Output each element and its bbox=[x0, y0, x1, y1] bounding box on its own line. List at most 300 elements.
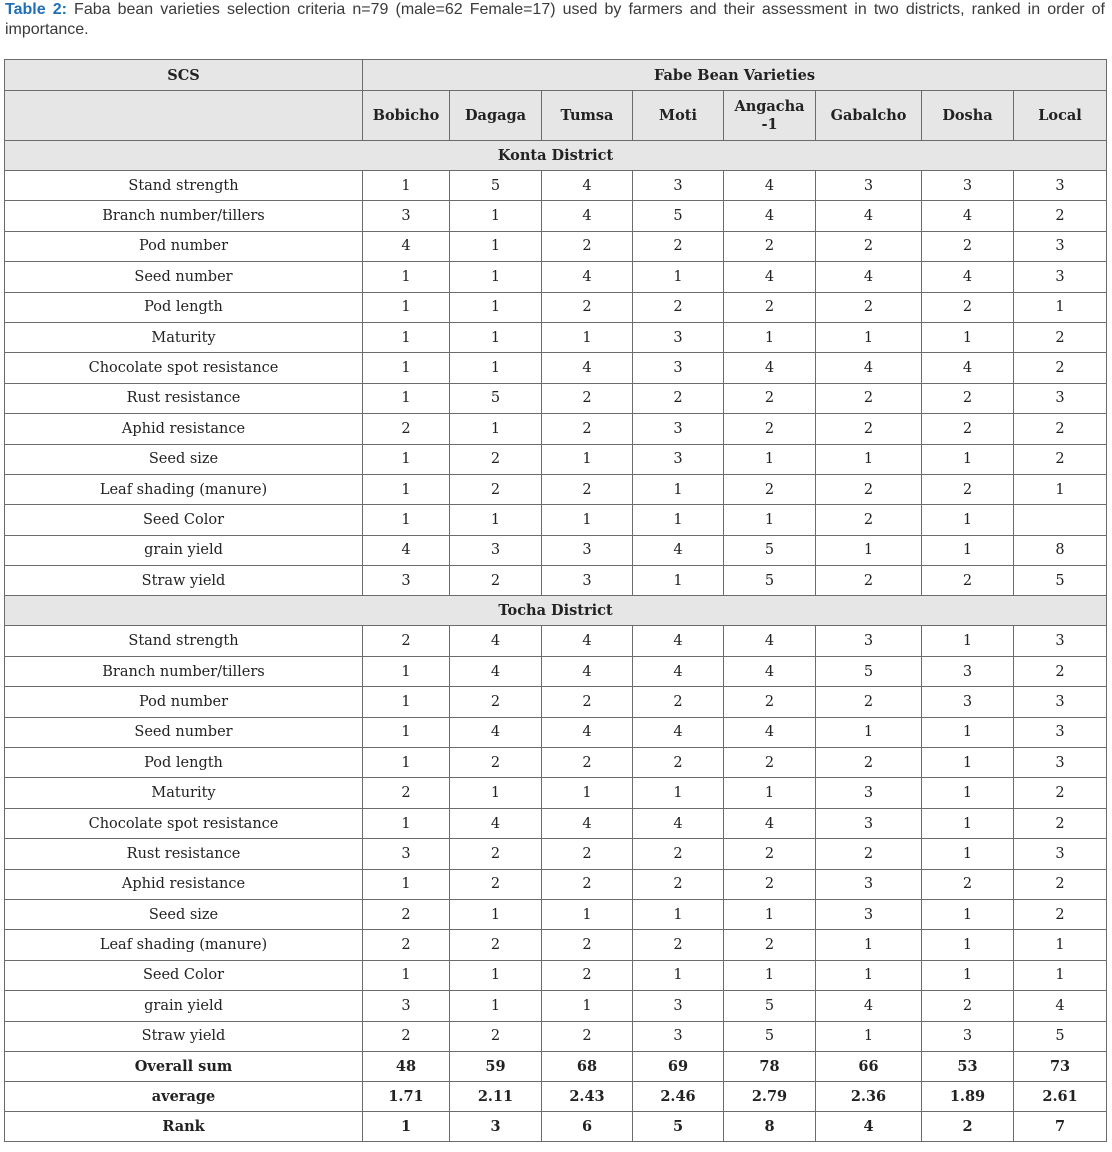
table-row bbox=[5, 292, 1107, 322]
value-cell: 2 bbox=[542, 748, 633, 778]
value-cell: 1 bbox=[1014, 960, 1107, 990]
value-cell: 2 bbox=[816, 383, 922, 413]
value-cell: 4 bbox=[1014, 991, 1107, 1021]
table-row bbox=[5, 778, 1107, 808]
scs-header-blank bbox=[5, 91, 363, 141]
value-cell: 1 bbox=[724, 960, 816, 990]
value-cell: 2 bbox=[816, 505, 922, 535]
criterion-cell: Chocolate spot resistance bbox=[5, 808, 363, 838]
value-cell: 3 bbox=[1014, 231, 1107, 261]
caption-label: Table 2: bbox=[5, 1, 67, 18]
table-row bbox=[5, 656, 1107, 686]
value-cell: 2 bbox=[724, 231, 816, 261]
variety-header: Local bbox=[1014, 91, 1107, 141]
value-cell: 2 bbox=[633, 930, 724, 960]
summary-value: 2.79 bbox=[724, 1081, 816, 1111]
value-cell: 1 bbox=[724, 899, 816, 929]
table-row bbox=[5, 869, 1107, 899]
value-cell: 3 bbox=[542, 535, 633, 565]
table-row bbox=[5, 383, 1107, 413]
criterion-cell: Leaf shading (manure) bbox=[5, 930, 363, 960]
value-cell: 4 bbox=[816, 262, 922, 292]
value-cell: 4 bbox=[816, 353, 922, 383]
value-cell: 1 bbox=[450, 231, 542, 261]
criterion-cell: Seed number bbox=[5, 262, 363, 292]
value-cell: 5 bbox=[724, 991, 816, 1021]
value-cell: 5 bbox=[816, 656, 922, 686]
summary-value: 3 bbox=[450, 1111, 542, 1141]
value-cell: 1 bbox=[633, 262, 724, 292]
value-cell: 2 bbox=[724, 414, 816, 444]
value-cell: 1 bbox=[633, 474, 724, 504]
value-cell: 4 bbox=[633, 626, 724, 656]
value-cell: 3 bbox=[633, 991, 724, 1021]
value-cell: 2 bbox=[724, 748, 816, 778]
value-cell: 3 bbox=[1014, 262, 1107, 292]
value-cell: 3 bbox=[922, 171, 1014, 201]
value-cell: 3 bbox=[1014, 171, 1107, 201]
summary-value: 1 bbox=[363, 1111, 450, 1141]
summary-value: 2 bbox=[922, 1111, 1014, 1141]
value-cell: 2 bbox=[363, 414, 450, 444]
criterion-cell: Seed Color bbox=[5, 960, 363, 990]
criterion-cell: Branch number/tillers bbox=[5, 656, 363, 686]
value-cell: 1 bbox=[450, 960, 542, 990]
criterion-cell: Maturity bbox=[5, 778, 363, 808]
value-cell: 2 bbox=[363, 1021, 450, 1051]
value-cell: 2 bbox=[816, 687, 922, 717]
variety-header: Dosha bbox=[922, 91, 1014, 141]
summary-row bbox=[5, 1081, 1107, 1111]
variety-header: Tumsa bbox=[542, 91, 633, 141]
value-cell: 2 bbox=[724, 474, 816, 504]
value-cell: 4 bbox=[542, 626, 633, 656]
scs-header: SCS bbox=[5, 60, 363, 91]
value-cell: 2 bbox=[542, 231, 633, 261]
value-cell: 3 bbox=[816, 808, 922, 838]
value-cell: 2 bbox=[542, 930, 633, 960]
value-cell: 1 bbox=[450, 322, 542, 352]
value-cell: 1 bbox=[816, 535, 922, 565]
value-cell: 2 bbox=[922, 414, 1014, 444]
value-cell: 4 bbox=[724, 808, 816, 838]
summary-value: 68 bbox=[542, 1051, 633, 1081]
summary-row bbox=[5, 1051, 1107, 1081]
value-cell: 3 bbox=[1014, 626, 1107, 656]
table-row bbox=[5, 535, 1107, 565]
value-cell: 1 bbox=[363, 505, 450, 535]
value-cell: 1 bbox=[450, 991, 542, 1021]
value-cell: 3 bbox=[542, 566, 633, 596]
table-row bbox=[5, 566, 1107, 596]
value-cell: 1 bbox=[922, 535, 1014, 565]
value-cell: 1 bbox=[922, 505, 1014, 535]
criterion-cell: Aphid resistance bbox=[5, 869, 363, 899]
value-cell: 4 bbox=[724, 201, 816, 231]
value-cell: 1 bbox=[363, 474, 450, 504]
value-cell: 1 bbox=[363, 444, 450, 474]
value-cell: 5 bbox=[633, 201, 724, 231]
value-cell: 4 bbox=[363, 231, 450, 261]
value-cell: 1 bbox=[922, 778, 1014, 808]
value-cell: 3 bbox=[1014, 839, 1107, 869]
value-cell: 2 bbox=[633, 869, 724, 899]
value-cell: 4 bbox=[542, 171, 633, 201]
value-cell: 2 bbox=[542, 960, 633, 990]
value-cell: 4 bbox=[816, 991, 922, 1021]
value-cell: 1 bbox=[450, 899, 542, 929]
varieties-group-header: Fabe Bean Varieties bbox=[363, 60, 1107, 91]
value-cell: 3 bbox=[633, 353, 724, 383]
value-cell: 2 bbox=[450, 566, 542, 596]
value-cell: 2 bbox=[450, 474, 542, 504]
variety-header: Angacha -1 bbox=[724, 91, 816, 141]
value-cell: 1 bbox=[922, 322, 1014, 352]
value-cell: 4 bbox=[633, 808, 724, 838]
value-cell: 4 bbox=[922, 201, 1014, 231]
value-cell: 4 bbox=[363, 535, 450, 565]
value-cell: 1 bbox=[816, 1021, 922, 1051]
value-cell: 3 bbox=[363, 839, 450, 869]
value-cell: 2 bbox=[450, 839, 542, 869]
table-row bbox=[5, 991, 1107, 1021]
value-cell: 2 bbox=[816, 474, 922, 504]
summary-value: 59 bbox=[450, 1051, 542, 1081]
value-cell: 2 bbox=[922, 869, 1014, 899]
value-cell: 3 bbox=[816, 869, 922, 899]
value-cell: 4 bbox=[724, 717, 816, 747]
value-cell: 4 bbox=[633, 717, 724, 747]
value-cell: 2 bbox=[1014, 201, 1107, 231]
summary-label: average bbox=[5, 1081, 363, 1111]
table-body bbox=[5, 141, 1107, 1142]
summary-value: 78 bbox=[724, 1051, 816, 1081]
value-cell: 3 bbox=[633, 1021, 724, 1051]
summary-value: 2.46 bbox=[633, 1081, 724, 1111]
value-cell: 2 bbox=[816, 748, 922, 778]
value-cell: 1 bbox=[542, 505, 633, 535]
value-cell: 4 bbox=[922, 262, 1014, 292]
value-cell: 1 bbox=[542, 991, 633, 1021]
value-cell: 3 bbox=[816, 626, 922, 656]
value-cell: 4 bbox=[542, 656, 633, 686]
summary-value: 73 bbox=[1014, 1051, 1107, 1081]
value-cell: 1 bbox=[450, 353, 542, 383]
value-cell: 2 bbox=[724, 687, 816, 717]
value-cell: 2 bbox=[633, 839, 724, 869]
value-cell: 2 bbox=[542, 383, 633, 413]
value-cell: 1 bbox=[363, 292, 450, 322]
value-cell: 3 bbox=[633, 171, 724, 201]
value-cell: 2 bbox=[922, 474, 1014, 504]
summary-value: 66 bbox=[816, 1051, 922, 1081]
summary-value: 7 bbox=[1014, 1111, 1107, 1141]
value-cell: 1 bbox=[724, 322, 816, 352]
table-row bbox=[5, 474, 1107, 504]
value-cell: 2 bbox=[1014, 444, 1107, 474]
value-cell: 3 bbox=[633, 444, 724, 474]
value-cell: 4 bbox=[450, 808, 542, 838]
value-cell: 1 bbox=[363, 353, 450, 383]
table-row bbox=[5, 717, 1107, 747]
value-cell: 1 bbox=[922, 839, 1014, 869]
value-cell: 1 bbox=[542, 778, 633, 808]
criterion-cell: Stand strength bbox=[5, 171, 363, 201]
value-cell: 2 bbox=[1014, 414, 1107, 444]
table-row bbox=[5, 353, 1107, 383]
table-row bbox=[5, 505, 1107, 535]
summary-value: 2.61 bbox=[1014, 1081, 1107, 1111]
table-row bbox=[5, 231, 1107, 261]
summary-value: 5 bbox=[633, 1111, 724, 1141]
value-cell: 2 bbox=[922, 292, 1014, 322]
value-cell: 1 bbox=[633, 960, 724, 990]
value-cell: 4 bbox=[450, 626, 542, 656]
value-cell: 1 bbox=[724, 444, 816, 474]
criterion-cell: Seed Color bbox=[5, 505, 363, 535]
value-cell: 5 bbox=[450, 171, 542, 201]
district-name: Tocha District bbox=[5, 596, 1107, 626]
summary-label: Rank bbox=[5, 1111, 363, 1141]
value-cell: 2 bbox=[816, 292, 922, 322]
value-cell: 1 bbox=[922, 748, 1014, 778]
value-cell: 1 bbox=[450, 292, 542, 322]
criterion-cell: Pod length bbox=[5, 748, 363, 778]
value-cell: 2 bbox=[633, 231, 724, 261]
criterion-cell: Stand strength bbox=[5, 626, 363, 656]
criterion-cell: Seed size bbox=[5, 444, 363, 474]
summary-value: 69 bbox=[633, 1051, 724, 1081]
table-row bbox=[5, 930, 1107, 960]
criterion-cell: Rust resistance bbox=[5, 383, 363, 413]
value-cell: 2 bbox=[542, 1021, 633, 1051]
table-row bbox=[5, 626, 1107, 656]
criterion-cell: Branch number/tillers bbox=[5, 201, 363, 231]
value-cell: 2 bbox=[542, 869, 633, 899]
value-cell: 3 bbox=[450, 535, 542, 565]
value-cell: 2 bbox=[363, 930, 450, 960]
summary-label: Overall sum bbox=[5, 1051, 363, 1081]
table-row bbox=[5, 414, 1107, 444]
value-cell: 2 bbox=[542, 474, 633, 504]
value-cell: 3 bbox=[816, 778, 922, 808]
value-cell bbox=[1014, 505, 1107, 535]
value-cell: 3 bbox=[633, 322, 724, 352]
table-row bbox=[5, 262, 1107, 292]
summary-row bbox=[5, 1111, 1107, 1141]
value-cell: 2 bbox=[816, 566, 922, 596]
value-cell: 1 bbox=[816, 717, 922, 747]
summary-value: 48 bbox=[363, 1051, 450, 1081]
value-cell: 3 bbox=[922, 1021, 1014, 1051]
value-cell: 1 bbox=[363, 748, 450, 778]
value-cell: 2 bbox=[922, 991, 1014, 1021]
criterion-cell: Aphid resistance bbox=[5, 414, 363, 444]
value-cell: 2 bbox=[633, 383, 724, 413]
value-cell: 1 bbox=[1014, 930, 1107, 960]
criterion-cell: Pod number bbox=[5, 231, 363, 261]
value-cell: 2 bbox=[363, 626, 450, 656]
criterion-cell: Straw yield bbox=[5, 1021, 363, 1051]
value-cell: 2 bbox=[450, 748, 542, 778]
value-cell: 2 bbox=[542, 414, 633, 444]
value-cell: 1 bbox=[633, 505, 724, 535]
criterion-cell: Leaf shading (manure) bbox=[5, 474, 363, 504]
value-cell: 1 bbox=[363, 322, 450, 352]
table-row bbox=[5, 687, 1107, 717]
value-cell: 2 bbox=[816, 414, 922, 444]
value-cell: 2 bbox=[363, 778, 450, 808]
value-cell: 1 bbox=[922, 626, 1014, 656]
table-row bbox=[5, 960, 1107, 990]
value-cell: 5 bbox=[724, 1021, 816, 1051]
value-cell: 2 bbox=[724, 292, 816, 322]
criterion-cell: Straw yield bbox=[5, 566, 363, 596]
value-cell: 2 bbox=[1014, 869, 1107, 899]
summary-value: 6 bbox=[542, 1111, 633, 1141]
value-cell: 4 bbox=[724, 353, 816, 383]
table-row bbox=[5, 171, 1107, 201]
value-cell: 2 bbox=[724, 869, 816, 899]
value-cell: 2 bbox=[633, 748, 724, 778]
value-cell: 1 bbox=[816, 930, 922, 960]
value-cell: 4 bbox=[816, 201, 922, 231]
value-cell: 1 bbox=[922, 444, 1014, 474]
value-cell: 4 bbox=[724, 171, 816, 201]
value-cell: 2 bbox=[1014, 322, 1107, 352]
value-cell: 2 bbox=[816, 839, 922, 869]
value-cell: 3 bbox=[1014, 687, 1107, 717]
value-cell: 3 bbox=[1014, 748, 1107, 778]
value-cell: 2 bbox=[450, 930, 542, 960]
summary-value: 1.71 bbox=[363, 1081, 450, 1111]
value-cell: 4 bbox=[922, 353, 1014, 383]
varieties-table bbox=[4, 59, 1107, 1142]
value-cell: 1 bbox=[363, 171, 450, 201]
value-cell: 1 bbox=[816, 960, 922, 990]
summary-value: 1.89 bbox=[922, 1081, 1014, 1111]
value-cell: 5 bbox=[724, 535, 816, 565]
value-cell: 2 bbox=[724, 383, 816, 413]
value-cell: 1 bbox=[450, 414, 542, 444]
criterion-cell: Seed size bbox=[5, 899, 363, 929]
value-cell: 1 bbox=[816, 444, 922, 474]
value-cell: 2 bbox=[450, 444, 542, 474]
value-cell: 1 bbox=[363, 869, 450, 899]
criterion-cell: Pod length bbox=[5, 292, 363, 322]
value-cell: 2 bbox=[1014, 656, 1107, 686]
caption-text: Faba bean varieties selection criteria n=79 (male=62 Female=17) used by farmers and their assessment in two districts, ranked in order of importance. bbox=[5, 1, 1105, 38]
value-cell: 1 bbox=[363, 808, 450, 838]
value-cell: 2 bbox=[450, 1021, 542, 1051]
value-cell: 2 bbox=[542, 292, 633, 322]
value-cell: 5 bbox=[724, 566, 816, 596]
value-cell: 1 bbox=[450, 505, 542, 535]
value-cell: 1 bbox=[363, 960, 450, 990]
value-cell: 5 bbox=[1014, 1021, 1107, 1051]
value-cell: 2 bbox=[1014, 808, 1107, 838]
value-cell: 2 bbox=[724, 930, 816, 960]
value-cell: 1 bbox=[1014, 292, 1107, 322]
criterion-cell: Pod number bbox=[5, 687, 363, 717]
district-row bbox=[5, 596, 1107, 626]
value-cell: 2 bbox=[633, 292, 724, 322]
table-row bbox=[5, 748, 1107, 778]
value-cell: 3 bbox=[922, 687, 1014, 717]
value-cell: 2 bbox=[922, 231, 1014, 261]
value-cell: 1 bbox=[363, 656, 450, 686]
value-cell: 2 bbox=[1014, 899, 1107, 929]
value-cell: 4 bbox=[724, 626, 816, 656]
value-cell: 4 bbox=[542, 262, 633, 292]
value-cell: 4 bbox=[450, 717, 542, 747]
table-row bbox=[5, 808, 1107, 838]
criterion-cell: Chocolate spot resistance bbox=[5, 353, 363, 383]
variety-header: Dagaga bbox=[450, 91, 542, 141]
value-cell: 5 bbox=[1014, 566, 1107, 596]
value-cell: 1 bbox=[633, 899, 724, 929]
value-cell: 1 bbox=[633, 778, 724, 808]
summary-value: 8 bbox=[724, 1111, 816, 1141]
table-row bbox=[5, 322, 1107, 352]
value-cell: 2 bbox=[542, 687, 633, 717]
value-cell: 1 bbox=[542, 322, 633, 352]
value-cell: 2 bbox=[1014, 353, 1107, 383]
value-cell: 1 bbox=[542, 899, 633, 929]
value-cell: 1 bbox=[363, 262, 450, 292]
table-row bbox=[5, 444, 1107, 474]
value-cell: 1 bbox=[922, 808, 1014, 838]
criterion-cell: Maturity bbox=[5, 322, 363, 352]
district-row bbox=[5, 141, 1107, 171]
summary-value: 4 bbox=[816, 1111, 922, 1141]
value-cell: 2 bbox=[816, 231, 922, 261]
value-cell: 3 bbox=[633, 414, 724, 444]
summary-value: 2.36 bbox=[816, 1081, 922, 1111]
variety-header: Moti bbox=[633, 91, 724, 141]
value-cell: 2 bbox=[1014, 778, 1107, 808]
value-cell: 2 bbox=[922, 566, 1014, 596]
value-cell: 2 bbox=[724, 839, 816, 869]
value-cell: 2 bbox=[363, 899, 450, 929]
summary-value: 2.43 bbox=[542, 1081, 633, 1111]
criterion-cell: Seed number bbox=[5, 717, 363, 747]
table-row bbox=[5, 201, 1107, 231]
value-cell: 4 bbox=[633, 656, 724, 686]
value-cell: 2 bbox=[450, 687, 542, 717]
criterion-cell: grain yield bbox=[5, 991, 363, 1021]
value-cell: 4 bbox=[450, 656, 542, 686]
value-cell: 1 bbox=[922, 717, 1014, 747]
value-cell: 1 bbox=[922, 899, 1014, 929]
value-cell: 3 bbox=[922, 656, 1014, 686]
value-cell: 1 bbox=[724, 778, 816, 808]
summary-value: 2.11 bbox=[450, 1081, 542, 1111]
value-cell: 8 bbox=[1014, 535, 1107, 565]
value-cell: 1 bbox=[922, 960, 1014, 990]
value-cell: 3 bbox=[1014, 717, 1107, 747]
variety-header: Gabalcho bbox=[816, 91, 922, 141]
value-cell: 2 bbox=[450, 869, 542, 899]
value-cell: 1 bbox=[816, 322, 922, 352]
value-cell: 2 bbox=[922, 383, 1014, 413]
value-cell: 4 bbox=[724, 656, 816, 686]
value-cell: 1 bbox=[542, 444, 633, 474]
criterion-cell: grain yield bbox=[5, 535, 363, 565]
value-cell: 1 bbox=[363, 717, 450, 747]
table-row bbox=[5, 899, 1107, 929]
table-caption bbox=[5, 0, 1105, 40]
